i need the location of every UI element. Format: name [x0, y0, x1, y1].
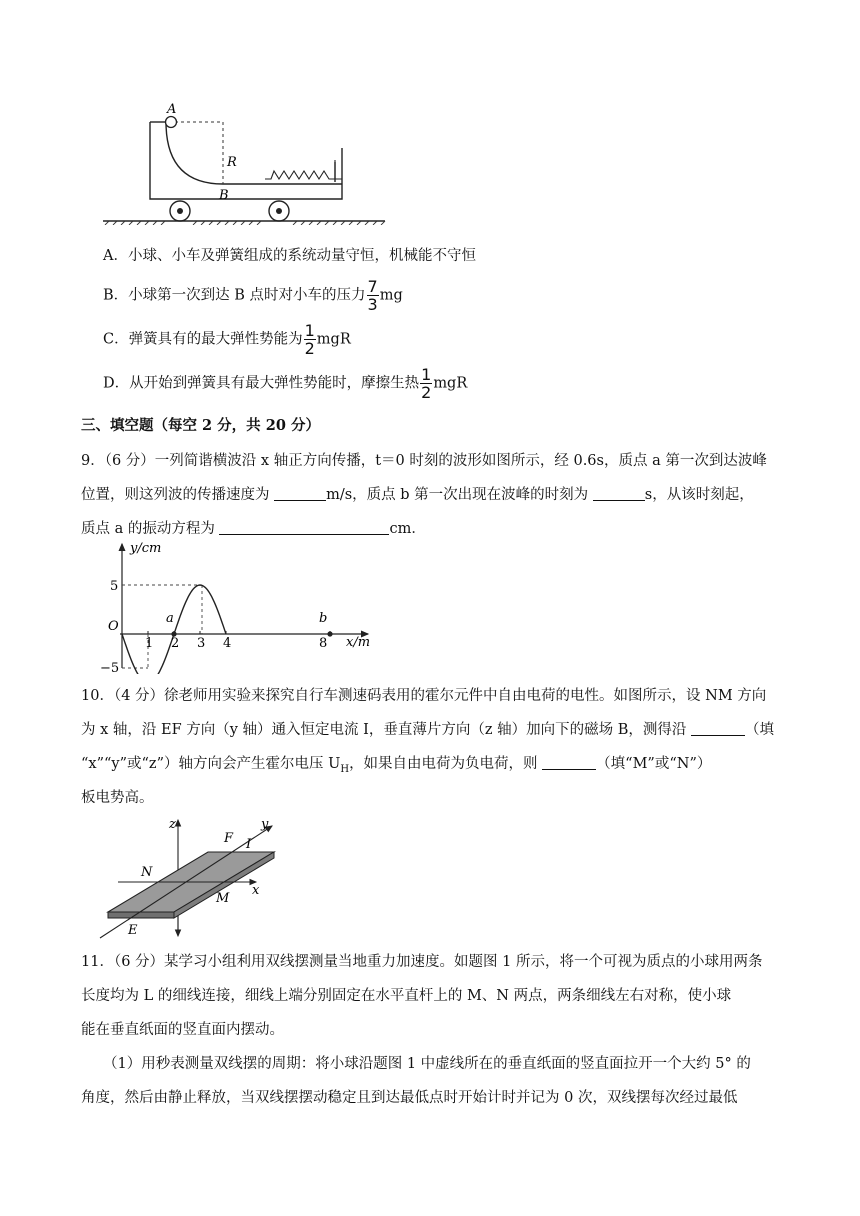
hall-label-x: x [252, 883, 260, 898]
q10-blank-plate[interactable] [542, 755, 596, 770]
x-tick-1: 1 [145, 636, 154, 651]
hall-label-I: I [246, 837, 252, 852]
wave-chart [100, 538, 390, 674]
wave-curve [122, 585, 226, 674]
q10-line4: 板电势高。 [81, 790, 154, 806]
option-D-text: D．从开始到弹簧具有最大弹性势能时，摩擦生热 [103, 375, 420, 392]
origin-label: O [108, 619, 119, 634]
q9-blank-equation[interactable] [219, 520, 389, 535]
option-C [103, 322, 351, 357]
q10-line2: 为 x 轴，沿 EF 方向（y 轴）通入恒定电流 I，垂直薄片方向（z 轴）加向下的磁场 B，测得沿 （填 [81, 722, 775, 738]
option-A-text: A．小球、小车及弹簧组成的系统动量守恒，机械能不守恒 [103, 248, 476, 264]
section-heading: 三、填空题（每空 2 分，共 20 分） [81, 417, 320, 434]
point-b [327, 631, 332, 636]
q11-line2: 长度均为 L 的细线连接，细线上端分别固定在水平直杆上的 M、N 两点，两条细线左右对称，使小球 [81, 988, 732, 1004]
q10-line3: “x”“y”或“z”）轴方向会产生霍尔电压 $U_H$，如果自由电荷为负电荷，则 （填“M”或“N”） [81, 756, 712, 775]
cart-body [150, 122, 342, 199]
hall-label-E: E [128, 923, 138, 938]
q9-line1: 9．（6 分）一列简谐横波沿 x 轴正方向传播，t＝0 时刻的波形如图所示，经 0.6s，质点 a 第一次到达波峰 [81, 453, 767, 469]
option-A [103, 244, 476, 265]
option-B [103, 278, 403, 313]
q9-blank-speed[interactable] [274, 486, 326, 501]
ball-A [166, 117, 177, 128]
q9-line3: 质点 a 的振动方程为 cm． [81, 521, 426, 537]
hall-label-M: M [216, 891, 230, 906]
q11-line1: 11．（6 分）某学习小组利用双线摆测量当地重力加速度。如题图 1 所示，将一个可视为质点的小球用两条 [81, 954, 763, 970]
option-D-fraction: $\frac{1}{2}$ [421, 365, 432, 402]
wheel-right [269, 201, 289, 221]
y-tick-neg5: −5 [100, 661, 120, 674]
x-tick-2: 2 [171, 636, 180, 651]
label-R: R [227, 155, 237, 170]
option-D-unit: mgR [433, 375, 468, 392]
option-B-fraction: $\frac{7}{3}$ [367, 277, 378, 314]
point-a-label: a [166, 611, 174, 626]
x-tick-8: 8 [319, 636, 328, 651]
y-axis-label: y/cm [130, 541, 162, 556]
hall-label-y: y [261, 817, 269, 832]
spring [265, 160, 342, 179]
hall-label-z: z [169, 817, 176, 832]
hall-label-F: F [224, 831, 234, 846]
option-C-text: C．弹簧具有的最大弹性势能为 [103, 331, 303, 348]
q10-line1: 10．（4 分）徐老师用实验来探究自行车测速码表用的霍尔元件中自由电荷的电性。如图所示，设 NM 方向 [81, 688, 767, 704]
q11-line3: 能在垂直纸面的竖直面内摆动。 [81, 1022, 284, 1038]
q9-line2: 位置，则这列波的传播速度为 m/s，质点 b 第一次出现在波峰的时刻为 s，从该时刻起， [81, 487, 754, 503]
track-arc [166, 122, 265, 184]
q11-line4: （1）用秒表测量双线摆的周期：将小球沿题图 1 中虚线所在的垂直纸面的竖直面拉开一个大约 5° 的 [103, 1056, 751, 1072]
cart-figure [95, 100, 395, 225]
wheel-left [170, 201, 190, 221]
x-tick-4: 4 [223, 636, 232, 651]
hall-label-N: N [141, 865, 153, 880]
point-b-label: b [319, 611, 328, 626]
label-B: B [219, 188, 229, 203]
option-B-text: B．小球第一次到达 B 点时对小车的压力 [103, 287, 366, 304]
q11-line5: 角度，然后由静止释放，当双线摆摆动稳定且到达最低点时开始计时并记为 0 次，双线摆每次经过最低 [81, 1090, 738, 1106]
option-C-fraction: $\frac{1}{2}$ [304, 321, 315, 358]
label-A: A [167, 102, 177, 117]
y-tick-5: 5 [110, 579, 119, 594]
hall-element-figure [96, 812, 286, 940]
option-B-unit: mg [379, 287, 403, 304]
x-axis-label: x/m [346, 635, 371, 650]
option-C-unit: mgR [316, 331, 351, 348]
q9-blank-time[interactable] [593, 486, 645, 501]
option-D [103, 366, 467, 401]
x-tick-3: 3 [197, 636, 206, 651]
q10-blank-axis[interactable] [691, 721, 745, 736]
